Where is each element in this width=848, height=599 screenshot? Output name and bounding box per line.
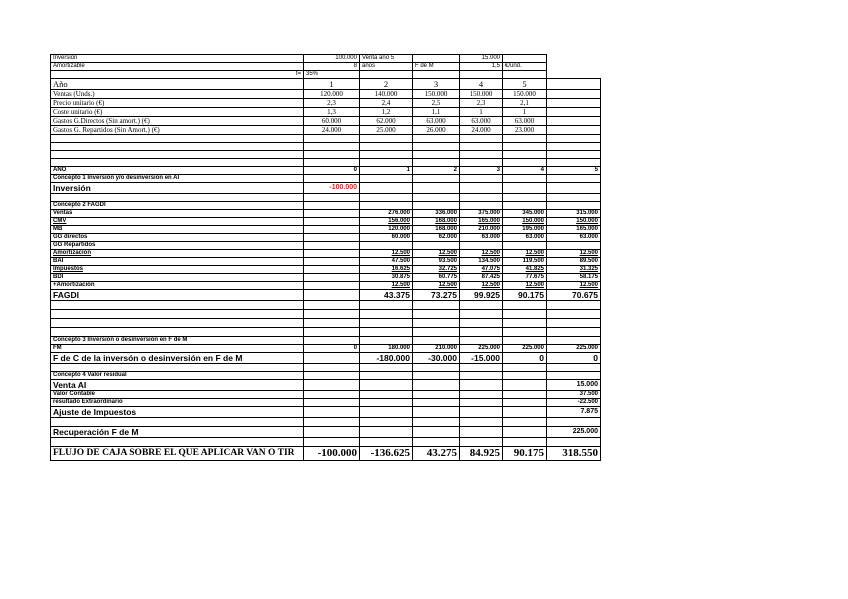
blank-row <box>51 143 601 151</box>
fagdi-cell[interactable]: 165.000 <box>547 226 601 234</box>
fagdi-cell[interactable]: 315.000 <box>547 210 601 218</box>
fagdi-cell[interactable]: 150.000 <box>547 218 601 226</box>
params-year[interactable]: 5 <box>503 79 547 90</box>
fagdi-row-label[interactable]: GG Repartidos <box>51 242 304 250</box>
concepto2-row <box>51 202 601 210</box>
amortizable-label[interactable]: Amortizable <box>51 63 304 71</box>
fagdi-row-label[interactable]: Amortización <box>51 250 304 258</box>
flows-year-row <box>51 167 601 175</box>
flujo-cell[interactable]: -100.000 <box>304 447 360 461</box>
fagdi-row-label[interactable]: Impuestos <box>51 266 304 274</box>
fagdi-row <box>51 218 601 226</box>
venta-value[interactable]: 15.000 <box>460 55 503 63</box>
fdec-cell[interactable]: -180.000 <box>360 353 413 364</box>
fm-row <box>51 345 601 353</box>
valor-contable-row <box>51 391 601 399</box>
params-cell[interactable]: 23.000 <box>503 126 547 135</box>
fagdi-total-label[interactable]: FAGDI <box>51 290 304 301</box>
params-cell[interactable]: 1,2 <box>360 108 413 117</box>
params-row <box>51 99 601 108</box>
params-cell[interactable]: 2,5 <box>413 99 460 108</box>
fm-cell[interactable]: 210.000 <box>413 345 460 353</box>
flujo-cell[interactable]: 90.175 <box>503 447 547 461</box>
flujo-row <box>51 447 601 461</box>
fagdi-row <box>51 258 601 266</box>
recuperacion-label[interactable]: Recuperación F de M <box>51 427 304 438</box>
fagdi-cell[interactable]: 12.500 <box>460 282 503 290</box>
fagdi-cell[interactable]: 63.000 <box>460 234 503 242</box>
fagdi-total-cell[interactable]: 43.375 <box>360 290 413 301</box>
fagdi-row <box>51 210 601 218</box>
fagdi-cell[interactable]: 16.625 <box>360 266 413 274</box>
params-cell[interactable]: 2,3 <box>304 99 360 108</box>
fagdi-cell[interactable]: 63.000 <box>503 234 547 242</box>
eur-und-label[interactable]: €/und. <box>503 63 547 71</box>
fagdi-cell[interactable]: 345.000 <box>503 210 547 218</box>
params-year[interactable]: 4 <box>460 79 503 90</box>
tax-value[interactable]: 35% <box>304 71 360 79</box>
fagdi-cell[interactable]: 87.425 <box>460 274 503 282</box>
flows-year[interactable]: 3 <box>460 167 503 175</box>
flows-year[interactable]: 0 <box>304 167 360 175</box>
tax-label[interactable]: t= <box>51 71 304 79</box>
blank-row <box>51 328 601 337</box>
fagdi-cell[interactable]: 77.675 <box>503 274 547 282</box>
blank-row <box>51 159 601 167</box>
params-row-label[interactable]: Ventas (Unds.) <box>51 90 304 99</box>
blank-row <box>51 310 601 319</box>
fagdi-row <box>51 226 601 234</box>
blank-row <box>51 364 601 372</box>
fm-label[interactable]: FM <box>51 345 304 353</box>
params-row-label[interactable]: Gastos G. Repartidos (Sin Amort.) (€) <box>51 126 304 135</box>
fdec-row <box>51 353 601 364</box>
flows-year[interactable]: 2 <box>413 167 460 175</box>
valor-contable-value[interactable]: 37.500 <box>547 391 601 399</box>
fagdi-row-label[interactable]: Ventas <box>51 210 304 218</box>
fdec-cell[interactable]: 0 <box>503 353 547 364</box>
params-cell[interactable]: 63.000 <box>413 117 460 126</box>
inversion-row-value[interactable]: -100.000 <box>304 183 360 194</box>
amortizable-value[interactable]: 8 <box>304 63 360 71</box>
fdem-value[interactable]: 1,5 <box>460 63 503 71</box>
fagdi-row <box>51 242 601 250</box>
blank-row <box>51 418 601 427</box>
ano-label[interactable]: AÑO <box>51 167 304 175</box>
resultado-value[interactable]: -22.500 <box>547 399 601 407</box>
fm-cell[interactable]: 0 <box>304 345 360 353</box>
concepto1-label[interactable]: Concepto 1 Inversión y/o desinversión en AI <box>51 175 304 183</box>
params-row <box>51 126 601 135</box>
fagdi-row <box>51 250 601 258</box>
fagdi-total-cell[interactable]: 73.275 <box>413 290 460 301</box>
blank-row <box>51 135 601 143</box>
params-row <box>51 108 601 117</box>
venta-label[interactable]: Venta año 5 <box>360 55 413 63</box>
fagdi-cell[interactable]: 120.000 <box>360 226 413 234</box>
params-cell[interactable]: 150.000 <box>413 90 460 99</box>
fagdi-cell[interactable]: 336.000 <box>413 210 460 218</box>
params-cell[interactable]: 63.000 <box>503 117 547 126</box>
fagdi-row-label[interactable]: +Amortización <box>51 282 304 290</box>
fagdi-cell[interactable]: 150.000 <box>503 218 547 226</box>
params-row-label[interactable]: Coste unitario (€) <box>51 108 304 117</box>
concepto2-label[interactable]: Concepto 2 FAGDI <box>51 202 304 210</box>
venta-ai-value[interactable]: 15.000 <box>547 380 601 391</box>
params-header-label[interactable]: Año <box>51 79 304 90</box>
fagdi-cell[interactable]: 89.500 <box>547 258 601 266</box>
flows-year[interactable]: 5 <box>547 167 601 175</box>
concepto4-label[interactable]: Concepto 4 Valor residual <box>51 372 304 380</box>
fagdi-row <box>51 266 601 274</box>
params-year[interactable]: 2 <box>360 79 413 90</box>
param-row-inversion <box>51 55 601 63</box>
fagdi-cell[interactable]: 134.500 <box>460 258 503 266</box>
params-row <box>51 117 601 126</box>
valor-contable-label[interactable]: Valor Contable <box>51 391 304 399</box>
concepto3-row <box>51 337 601 345</box>
fagdi-cell[interactable]: 12.500 <box>360 282 413 290</box>
spreadsheet-table <box>50 54 601 461</box>
params-cell[interactable]: 25.000 <box>360 126 413 135</box>
fagdi-cell[interactable]: 32.725 <box>413 266 460 274</box>
fagdi-row-label[interactable]: BDI <box>51 274 304 282</box>
fm-cell[interactable]: 180.000 <box>360 345 413 353</box>
params-cell[interactable]: 2,1 <box>503 99 547 108</box>
params-cell[interactable]: 2,3 <box>460 99 503 108</box>
fm-cell[interactable]: 225.000 <box>547 345 601 353</box>
fagdi-cell[interactable]: 12.500 <box>413 250 460 258</box>
inversion-value[interactable]: 100.000 <box>304 55 360 63</box>
params-row-label[interactable]: Gastos G.Directos (Sin amort.) (€) <box>51 117 304 126</box>
fagdi-cell[interactable]: 165.000 <box>460 218 503 226</box>
fdec-label[interactable]: F de C de la inversón o desinversión en F de M <box>51 353 304 364</box>
fagdi-row-label[interactable]: BAI <box>51 258 304 266</box>
fagdi-cell[interactable]: 12.500 <box>360 250 413 258</box>
anos-label[interactable]: años <box>360 63 413 71</box>
param-row-tax <box>51 71 601 79</box>
params-cell[interactable]: 62.000 <box>360 117 413 126</box>
concepto1-row <box>51 175 601 183</box>
concepto4-row <box>51 372 601 380</box>
fagdi-cell[interactable]: 156.000 <box>360 218 413 226</box>
fagdi-row <box>51 274 601 282</box>
fdec-cell[interactable]: 0 <box>547 353 601 364</box>
ajuste-row <box>51 407 601 418</box>
params-cell[interactable]: 120.000 <box>304 90 360 99</box>
fagdi-total-cell[interactable]: 90.175 <box>503 290 547 301</box>
params-cell[interactable]: 1 <box>460 108 503 117</box>
params-cell[interactable]: 24.000 <box>460 126 503 135</box>
flujo-label[interactable]: FLUJO DE CAJA SOBRE EL QUE APLICAR VAN O TIR <box>51 447 304 461</box>
fdec-cell[interactable]: -15.000 <box>460 353 503 364</box>
fagdi-cell[interactable]: 63.000 <box>547 234 601 242</box>
params-cell[interactable]: 2,4 <box>360 99 413 108</box>
fagdi-cell[interactable]: 58.175 <box>547 274 601 282</box>
flujo-cell[interactable]: 84.925 <box>460 447 503 461</box>
fdem-label[interactable]: F de M <box>413 63 460 71</box>
fagdi-cell[interactable]: 119.500 <box>503 258 547 266</box>
fagdi-total-cell[interactable]: 70.675 <box>547 290 601 301</box>
inversion-row-label[interactable]: Inversión <box>51 183 304 194</box>
fagdi-cell[interactable]: 12.500 <box>503 250 547 258</box>
venta-ai-row <box>51 380 601 391</box>
fagdi-cell[interactable]: 276.000 <box>360 210 413 218</box>
fagdi-cell[interactable]: 47.500 <box>360 258 413 266</box>
fagdi-cell[interactable]: 210.000 <box>460 226 503 234</box>
params-year[interactable]: 1 <box>304 79 360 90</box>
params-cell[interactable]: 24.000 <box>304 126 360 135</box>
fagdi-cell[interactable]: 12.500 <box>503 282 547 290</box>
fagdi-row-label[interactable]: MB <box>51 226 304 234</box>
fagdi-cell[interactable]: 168.000 <box>413 226 460 234</box>
blank-row <box>51 194 601 202</box>
ajuste-label[interactable]: Ajuste de Impuestos <box>51 407 304 418</box>
resultado-label[interactable]: resultado Extraordinario <box>51 399 304 407</box>
fagdi-cell[interactable]: 12.500 <box>413 282 460 290</box>
fagdi-cell[interactable]: 168.000 <box>413 218 460 226</box>
params-cell[interactable]: 150.000 <box>460 90 503 99</box>
fagdi-row <box>51 282 601 290</box>
resultado-row <box>51 399 601 407</box>
fagdi-cell[interactable]: 60.775 <box>413 274 460 282</box>
fagdi-cell[interactable]: 41.825 <box>503 266 547 274</box>
param-row-amortizable <box>51 63 601 71</box>
concepto3-label[interactable]: Concepto 3 Inversión o desinversión en F de M <box>51 337 304 345</box>
fagdi-cell[interactable]: 47.075 <box>460 266 503 274</box>
fagdi-total-row <box>51 290 601 301</box>
fm-cell[interactable]: 225.000 <box>503 345 547 353</box>
params-cell[interactable]: 60.000 <box>304 117 360 126</box>
flows-year[interactable]: 1 <box>360 167 413 175</box>
params-row-label[interactable]: Precio unitario (€) <box>51 99 304 108</box>
params-cell[interactable]: 140.000 <box>360 90 413 99</box>
params-cell[interactable]: 26.000 <box>413 126 460 135</box>
fagdi-cell[interactable]: 30.875 <box>360 274 413 282</box>
fagdi-cell[interactable]: 31.325 <box>547 266 601 274</box>
fagdi-cell[interactable]: 12.500 <box>460 250 503 258</box>
params-cell[interactable]: 1,3 <box>304 108 360 117</box>
fm-cell[interactable]: 225.000 <box>460 345 503 353</box>
flujo-cell[interactable]: 318.550 <box>547 447 601 461</box>
fagdi-cell[interactable]: 375.000 <box>460 210 503 218</box>
fagdi-cell[interactable]: 60.000 <box>360 234 413 242</box>
params-row <box>51 90 601 99</box>
fagdi-row-label[interactable]: GG directos <box>51 234 304 242</box>
inversion-row <box>51 183 601 194</box>
params-cell[interactable]: 150.000 <box>503 90 547 99</box>
flows-year[interactable]: 4 <box>503 167 547 175</box>
flujo-cell[interactable]: -136.625 <box>360 447 413 461</box>
fagdi-cell[interactable]: 62.000 <box>413 234 460 242</box>
params-cell[interactable]: 1,1 <box>413 108 460 117</box>
ajuste-value[interactable]: 7.875 <box>547 407 601 418</box>
fagdi-row-label[interactable]: CMV <box>51 218 304 226</box>
fagdi-cell[interactable]: 12.500 <box>547 282 601 290</box>
params-cell[interactable]: 63.000 <box>460 117 503 126</box>
blank-row <box>51 301 601 310</box>
recuperacion-value[interactable]: 225.000 <box>547 427 601 438</box>
blank-row <box>51 151 601 159</box>
params-header-row <box>51 79 601 90</box>
blank-row <box>51 438 601 447</box>
params-cell[interactable]: 1 <box>503 108 547 117</box>
venta-ai-label[interactable]: Venta AI <box>51 380 304 391</box>
flujo-cell[interactable]: 43.275 <box>413 447 460 461</box>
fagdi-cell[interactable]: 12.500 <box>547 250 601 258</box>
recuperacion-row <box>51 427 601 438</box>
fdec-cell[interactable]: -30.000 <box>413 353 460 364</box>
fagdi-cell[interactable]: 195.000 <box>503 226 547 234</box>
fagdi-total-cell[interactable]: 99.925 <box>460 290 503 301</box>
inversion-label[interactable]: Inversión <box>51 55 304 63</box>
fagdi-cell[interactable]: 93.500 <box>413 258 460 266</box>
blank-row <box>51 319 601 328</box>
params-year[interactable]: 3 <box>413 79 460 90</box>
fagdi-row <box>51 234 601 242</box>
